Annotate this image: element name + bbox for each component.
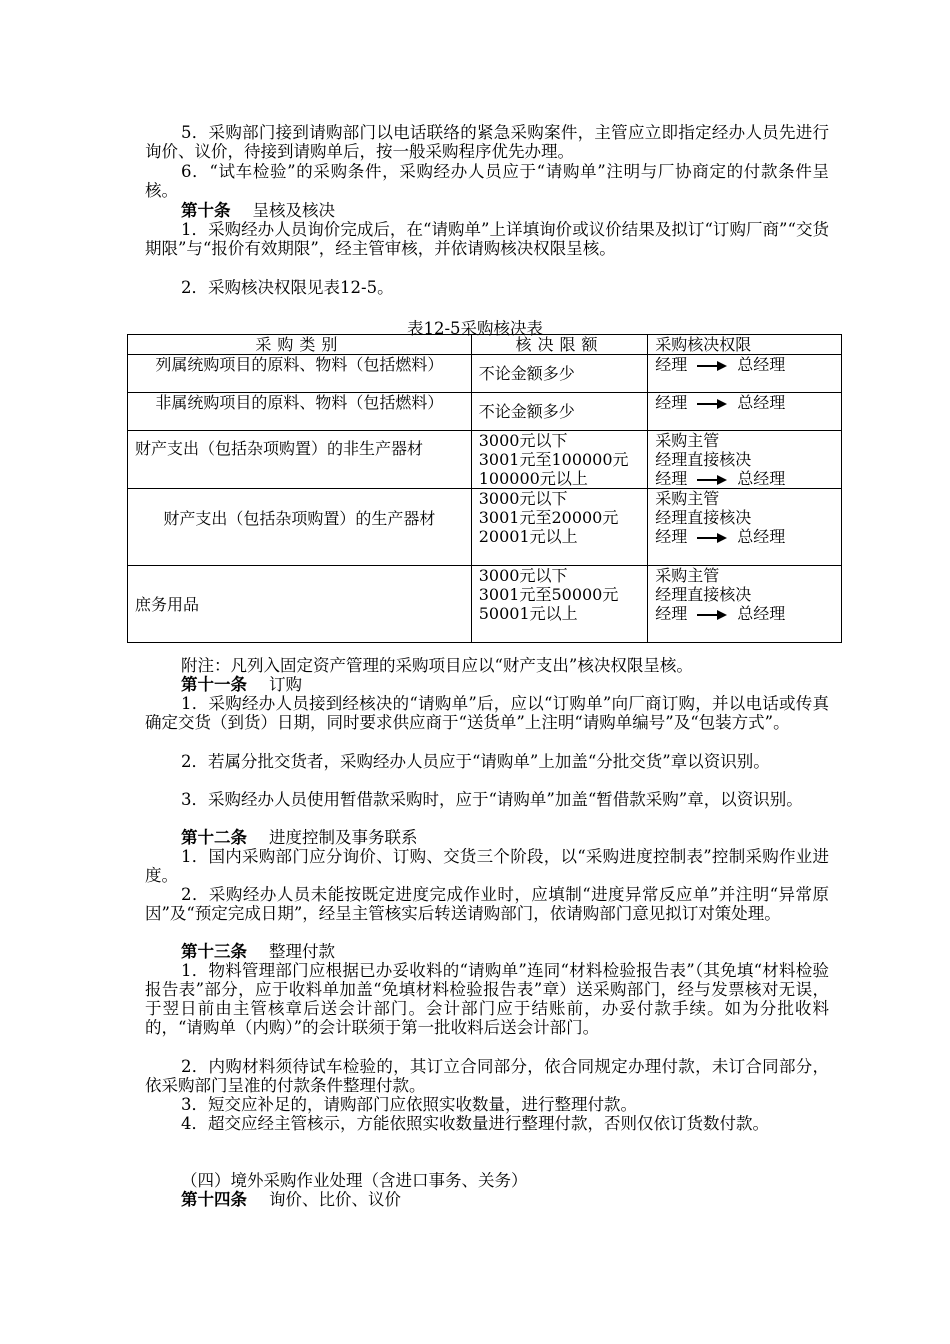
table-row: [128, 393, 842, 431]
arrow-right-icon: [697, 361, 727, 371]
section-4-heading: （四）境外采购作业处理（含进口事务、关务）: [181, 1171, 528, 1190]
limit-line: 3000元以下: [478, 489, 568, 508]
manager-label: 经理: [655, 604, 688, 623]
article-14-title: 第十四条: [181, 1190, 247, 1209]
article-12-item-1: 1．国内采购部门应分询价、订购、交货三个阶段，以“采购进度控制表”控制采购作业进度。: [145, 847, 829, 885]
general-manager-label: 总经理: [737, 393, 786, 412]
header-category: 采购类别: [128, 335, 472, 355]
article-10-item-1: 1．采购经办人员询价完成后，在“请购单”上详填询价或议价结果及拟订“订购厂商”“交货期限”与“报价有效期限”，经主管审核，并依请购核决权限呈核。: [145, 220, 829, 258]
article-10-title: 第十条: [181, 201, 231, 220]
article-11-subject: 订购: [269, 675, 302, 694]
approval-table: [127, 334, 842, 643]
authority-arrow-line: [655, 604, 834, 623]
table-header-row: [128, 335, 842, 355]
article-12-subject: 进度控制及事务联系: [269, 828, 418, 847]
article-12-item-2: 2．采购经办人员未能按既定进度完成作业时，应填制“进度异常反应单”并注明“异常原因”及“预定完成日期”，经呈主管核实后转送请购部门，依请购部门意见拟订对策处理。: [145, 885, 829, 923]
article-11-item-2: 2．若属分批交货者，采购经办人员应于“请购单”上加盖“分批交货”章以资识别。: [181, 752, 770, 771]
article-13-title: 第十三条: [181, 942, 247, 961]
row-3-authority: [648, 431, 842, 489]
article-12-title: 第十二条: [181, 828, 247, 847]
limit-line: 3000元以下: [478, 566, 568, 585]
manager-label: 经理: [655, 469, 688, 488]
row-1-limit: 不论金额多少: [471, 355, 647, 393]
article-13-item-2: 2．内购材料须待试车检验的，其订立合同部分，依合同规定办理付款，未订合同部分，依采购部门呈准的付款条件整理付款。: [145, 1057, 829, 1095]
general-manager-label: 总经理: [737, 604, 786, 623]
table-note: 附注：凡列入固定资产管理的采购项目应以“财产支出”核决权限呈核。: [181, 656, 693, 675]
article-13-heading: [145, 942, 829, 961]
limit-line: 100000元以上: [478, 469, 588, 488]
row-4-limits: [471, 489, 647, 566]
table-row: [128, 566, 842, 643]
row-5-limits: [471, 566, 647, 643]
arrow-right-icon: [697, 533, 727, 543]
row-5-authority: [648, 566, 842, 643]
row-1-category: 列属统购项目的原料、物料（包括燃料）: [128, 355, 472, 393]
manager-label: 经理: [655, 355, 688, 374]
authority-arrow-line: [655, 527, 834, 546]
authority-line: 经理直接核决: [655, 450, 752, 469]
header-limit: 核决限额: [471, 335, 647, 355]
row-4-authority: [648, 489, 842, 566]
article-10-item-2: 2．采购核决权限见表12-5。: [181, 278, 394, 297]
article-14-heading: [145, 1190, 829, 1209]
paragraph-5: 5．采购部门接到请购部门以电话联络的紧急采购案件，主管应立即指定经办人员先进行询价、议价，待接到请购单后，按一般采购程序优先办理。: [145, 123, 829, 161]
arrow-right-icon: [697, 475, 727, 485]
authority-line: 采购主管: [655, 431, 720, 450]
general-manager-label: 总经理: [737, 469, 786, 488]
table-row: [128, 489, 842, 566]
row-2-limit: 不论金额多少: [471, 393, 647, 431]
limit-line: 3000元以下: [478, 431, 568, 450]
row-1-authority: [648, 355, 842, 393]
general-manager-label: 总经理: [737, 527, 786, 546]
general-manager-label: 总经理: [737, 355, 786, 374]
row-2-category: 非属统购项目的原料、物料（包括燃料）: [128, 393, 472, 431]
table-caption: 表12-5采购核决表: [406, 319, 544, 338]
article-10-subject: 呈核及核决: [252, 201, 335, 220]
article-10-heading: [145, 201, 829, 220]
table-row: [128, 431, 842, 489]
row-4-category: 财产支出（包括杂项购置）的生产器材: [128, 489, 472, 566]
limit-line: 3001元至50000元: [478, 585, 619, 604]
manager-label: 经理: [655, 527, 688, 546]
row-5-category: 庶务用品: [128, 566, 472, 643]
article-11-item-3: 3．采购经办人员使用暂借款采购时，应于“请购单”加盖“暂借款采购”章，以资识别。: [181, 790, 803, 809]
authority-line: 经理直接核决: [655, 585, 752, 604]
arrow-right-icon: [697, 399, 727, 409]
limit-line: 3001元至20000元: [478, 508, 619, 527]
article-11-heading: [145, 675, 829, 694]
paragraph-6: 6．“试车检验”的采购条件，采购经办人员应于“请购单”注明与厂协商定的付款条件呈核。: [145, 162, 829, 200]
limit-line: 3001元至100000元: [478, 450, 629, 469]
table-row: [128, 355, 842, 393]
row-3-category: 财产支出（包括杂项购置）的非生产器材: [128, 431, 472, 489]
row-3-limits: [471, 431, 647, 489]
arrow-right-icon: [697, 610, 727, 620]
row-2-authority: [648, 393, 842, 431]
authority-line: 采购主管: [655, 489, 720, 508]
limit-line: 20001元以上: [478, 527, 578, 546]
article-12-heading: [145, 828, 829, 847]
article-13-subject: 整理付款: [269, 942, 335, 961]
article-11-title: 第十一条: [181, 675, 247, 694]
limit-line: 50001元以上: [478, 604, 578, 623]
authority-line: 经理直接核决: [655, 508, 752, 527]
article-13-item-3: 3．短交应补足的，请购部门应依照实收数量，进行整理付款。: [181, 1095, 637, 1114]
article-11-item-1: 1．采购经办人员接到经核决的“请购单”后，应以“订购单”向厂商订购，并以电话或传真确定交货（到货）日期，同时要求供应商于“送货单”上注明“请购单编号”及“包装方式”。: [145, 694, 829, 732]
article-13-item-1: 1．物料管理部门应根据已办妥收料的“请购单”连同“材料检验报告表”（其免填“材料检验报告表”部分，应于收料单加盖“免填材料检验报告表”章）送采购部门，经与发票核对无误，于翌日前由主管核章后送会计部门。会计部门应于结账前，办妥付款手续。如为分批收料的，“请购单（内购）”的会计联须于第一批收料后送会计部门。: [145, 961, 829, 1037]
manager-label: 经理: [655, 393, 688, 412]
authority-line: 采购主管: [655, 566, 720, 585]
article-13-item-4: 4．超交应经主管核示，方能依照实收数量进行整理付款，否则仅依订货数付款。: [181, 1114, 769, 1133]
header-authority: 采购核决权限: [648, 335, 842, 355]
article-14-subject: 询价、比价、议价: [269, 1190, 401, 1209]
authority-arrow-line: [655, 469, 834, 488]
